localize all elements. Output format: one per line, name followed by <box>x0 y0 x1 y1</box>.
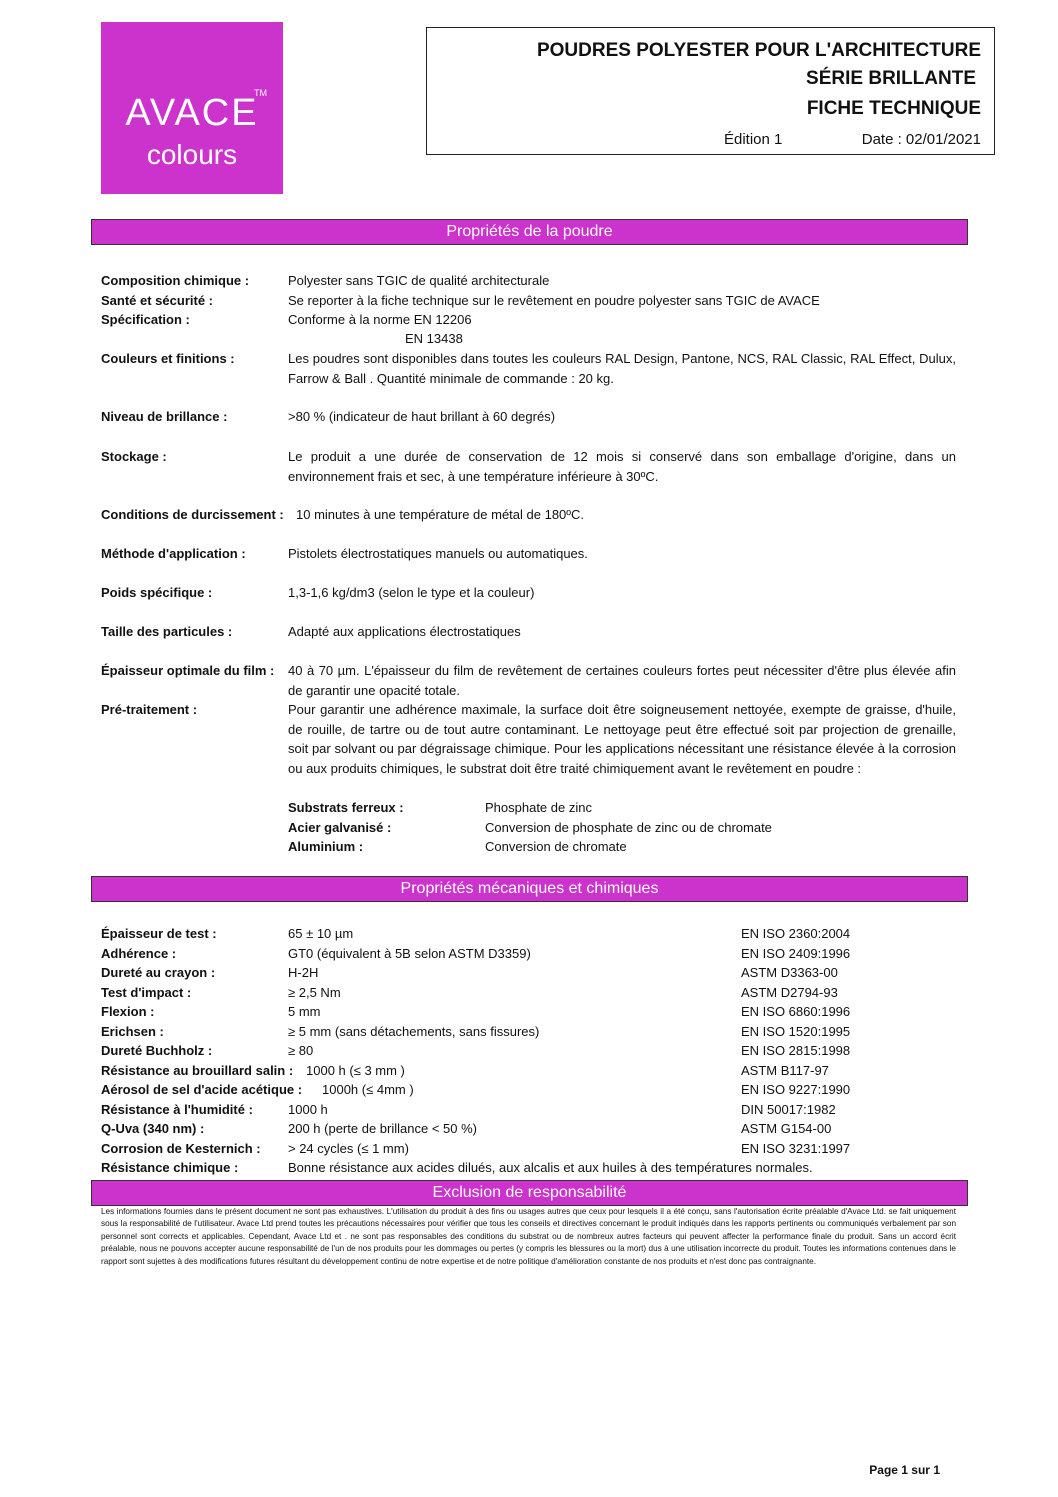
value-mech-9: 1000 h <box>288 1102 328 1117</box>
label-mech-3: Test d'impact : <box>101 985 192 1000</box>
label-curing: Conditions de durcissement : <box>101 507 284 522</box>
label-mech-9: Résistance à l'humidité : <box>101 1102 253 1117</box>
label-spec: Spécification : <box>101 312 190 327</box>
value-mech-3: ≥ 2,5 Nm <box>288 985 341 1000</box>
label-substrate-galvanized: Acier galvanisé : <box>288 820 392 835</box>
label-mech-5: Erichsen : <box>101 1024 164 1039</box>
label-health: Santé et sécurité : <box>101 293 213 308</box>
std-mech-1: EN ISO 2409:1996 <box>741 946 851 961</box>
label-substrate-aluminium: Aluminium : <box>288 839 364 854</box>
label-mech-11: Corrosion de Kesternich : <box>101 1141 261 1156</box>
value-colors: Les poudres sont disponibles dans toutes les couleurs RAL Design, Pantone, NCS, RAL Classic, RAL Effect, Dulux, Farrow & Ball . Quantité minimale de commande : 20 kg. <box>288 351 956 386</box>
value-mech-10: 200 h (perte de brillance < 50 %) <box>288 1121 477 1136</box>
value-mech-7: 1000 h (≤ 3 mm ) <box>306 1063 405 1078</box>
std-mech-5: EN ISO 1520:1995 <box>741 1024 851 1039</box>
label-storage: Stockage : <box>101 449 167 464</box>
std-mech-0: EN ISO 2360:2004 <box>741 926 851 941</box>
section-disclaimer-header: Exclusion de responsabilité <box>91 1180 968 1206</box>
std-mech-8: EN ISO 9227:1990 <box>741 1082 851 1097</box>
label-gloss: Niveau de brillance : <box>101 409 228 424</box>
doc-type: FICHE TECHNIQUE <box>806 98 981 119</box>
label-mech-1: Adhérence : <box>101 946 177 961</box>
value-curing: 10 minutes à une température de métal de 180ºC. <box>296 507 585 522</box>
label-application: Méthode d'application : <box>101 546 246 561</box>
std-mech-10: ASTM G154-00 <box>741 1121 832 1136</box>
std-mech-3: ASTM D2794-93 <box>741 985 838 1000</box>
avace-logo <box>101 22 283 194</box>
label-mech-10: Q-Uva (340 nm) : <box>101 1121 205 1136</box>
doc-series: SÉRIE BRILLANTE <box>806 68 976 89</box>
std-mech-9: DIN 50017:1982 <box>741 1102 836 1117</box>
section-powder-header: Propriétés de la poudre <box>91 219 968 245</box>
date: Date : 02/01/2021 <box>861 131 981 148</box>
label-colors: Couleurs et finitions : <box>101 351 235 366</box>
value-gloss: >80 % (indicateur de haut brillant à 60 degrés) <box>288 409 556 424</box>
label-substrate-ferrous: Substrats ferreux : <box>288 800 404 815</box>
value-mech-0: 65 ± 10 µm <box>288 926 354 941</box>
value-health: Se reporter à la fiche technique sur le revêtement en poudre polyester sans TGIC de AVACE <box>288 293 820 308</box>
std-mech-7: ASTM B117-97 <box>741 1063 829 1078</box>
value-pretreatment: Pour garantir une adhérence maximale, la surface doit être soigneusement nettoyée, exempte de graisse, d'huile, de rouille, de tartre ou de tout autre contaminant. Le nettoyage peut être effectué soit par projection de grenaille, soit par solvant ou par dégraissage chimique. Pour les applications nécessitant une résistance élevée à la corrosion ou aux produits chimiques, le substrat doit être traité chimiquement avant le revêtement en poudre : <box>288 702 956 776</box>
std-mech-11: EN ISO 3231:1997 <box>741 1141 851 1156</box>
label-thickness: Épaisseur optimale du film : <box>101 663 275 678</box>
std-mech-4: EN ISO 6860:1996 <box>741 1004 851 1019</box>
label-particles: Taille des particules : <box>101 624 233 639</box>
value-substrate-aluminium: Conversion de chromate <box>485 839 627 854</box>
value-storage: Le produit a une durée de conservation de 12 mois si conservé dans son emballage d'origine, dans un environnement frais et sec, à une température inférieure à 30ºC. <box>288 449 956 484</box>
logo-tm: TM <box>254 88 267 98</box>
value-mech-8: 1000h (≤ 4mm ) <box>322 1082 414 1097</box>
value-spec: Conforme à la norme EN 12206 <box>288 312 472 327</box>
doc-title: POUDRES POLYESTER POUR L'ARCHITECTURE <box>536 40 981 61</box>
value-mech-1: GT0 (équivalent à 5B selon ASTM D3359) <box>288 946 531 961</box>
std-mech-6: EN ISO 2815:1998 <box>741 1043 851 1058</box>
title-box <box>426 27 995 155</box>
std-mech-2: ASTM D3363-00 <box>741 965 838 980</box>
label-mech-8: Aérosol de sel d'acide acétique : <box>101 1082 303 1097</box>
page-number: Page 1 sur 1 <box>869 1463 940 1477</box>
label-composition: Composition chimique : <box>101 273 250 288</box>
edition: Édition 1 <box>724 131 783 148</box>
value-application: Pistolets électrostatiques manuels ou automatiques. <box>288 546 588 561</box>
label-mech-2: Dureté au crayon : <box>101 965 216 980</box>
value-spec-2: EN 13438 <box>405 331 463 346</box>
value-mech-2: H-2H <box>288 965 319 980</box>
value-substrate-galvanized: Conversion de phosphate de zinc ou de chromate <box>485 820 772 835</box>
value-density: 1,3-1,6 kg/dm3 (selon le type et la couleur) <box>288 585 535 600</box>
value-composition: Polyester sans TGIC de qualité architecturale <box>288 273 550 288</box>
disclaimer-text: Les informations fournies dans le présent document ne sont pas exhaustives. L'utilisation du produit à des fins ou usages autres que ceux pour lesquels il a été conçu, sans l'autorisation écrite préalable d'Avace Ltd. se fait uniquement sous la responsabilité de l'utilisateur. Avace Ltd prend toutes les précautions nécessaires pour vérifier que tous les conseils et directives concernant le produit indiqués dans les rapports pertinents ou communiqués verbalement par son personnel sont corrects et applicables. Cependant, Avace Ltd et . ne sont pas responsables des conditions du substrat ou de nombreux autres facteurs qui peuvent affecter la performance finale du produit. Sans un accord écrit préalable, nous ne pouvons accepter aucune responsabilité de l'un de nos produits pour les dommages ou pertes (y compris les blessures ou la mort) dus à une utilisation incorrecte du produit. Toutes les informations contenues dans le rapport sont sujettes à des modifications futures résultant du développement continu de notre expertise et de notre politique d'amélioration constante de nos produits et n'est donc pas contraignante. <box>101 1207 956 1266</box>
value-thickness: 40 à 70 µm. L'épaisseur du film de revêtement de certaines couleurs fortes peut nécessiter d'être plus élevée afin de garantir une opacité totale. <box>288 663 956 698</box>
logo-sub: colours <box>146 139 238 170</box>
value-particles: Adapté aux applications électrostatiques <box>288 624 521 639</box>
label-density: Poids spécifique : <box>101 585 213 600</box>
value-substrate-ferrous: Phosphate de zinc <box>485 800 592 815</box>
value-mech-4: 5 mm <box>288 1004 321 1019</box>
label-mech-12: Résistance chimique : <box>101 1160 239 1175</box>
section-mech-header: Propriétés mécaniques et chimiques <box>91 876 968 902</box>
value-mech-6: ≥ 80 <box>288 1043 314 1058</box>
logo-brand: AVACE <box>125 92 259 134</box>
label-pretreatment: Pré-traitement : <box>101 702 198 717</box>
value-mech-11: > 24 cycles (≤ 1 mm) <box>288 1141 409 1156</box>
label-mech-7: Résistance au brouillard salin : <box>101 1063 294 1078</box>
label-mech-0: Épaisseur de test : <box>101 926 217 941</box>
label-mech-4: Flexion : <box>101 1004 155 1019</box>
label-mech-6: Dureté Buchholz : <box>101 1043 213 1058</box>
value-mech-12: Bonne résistance aux acides dilués, aux alcalis et aux huiles à des températures normales. <box>288 1160 813 1175</box>
value-mech-5: ≥ 5 mm (sans détachements, sans fissures) <box>288 1024 540 1039</box>
